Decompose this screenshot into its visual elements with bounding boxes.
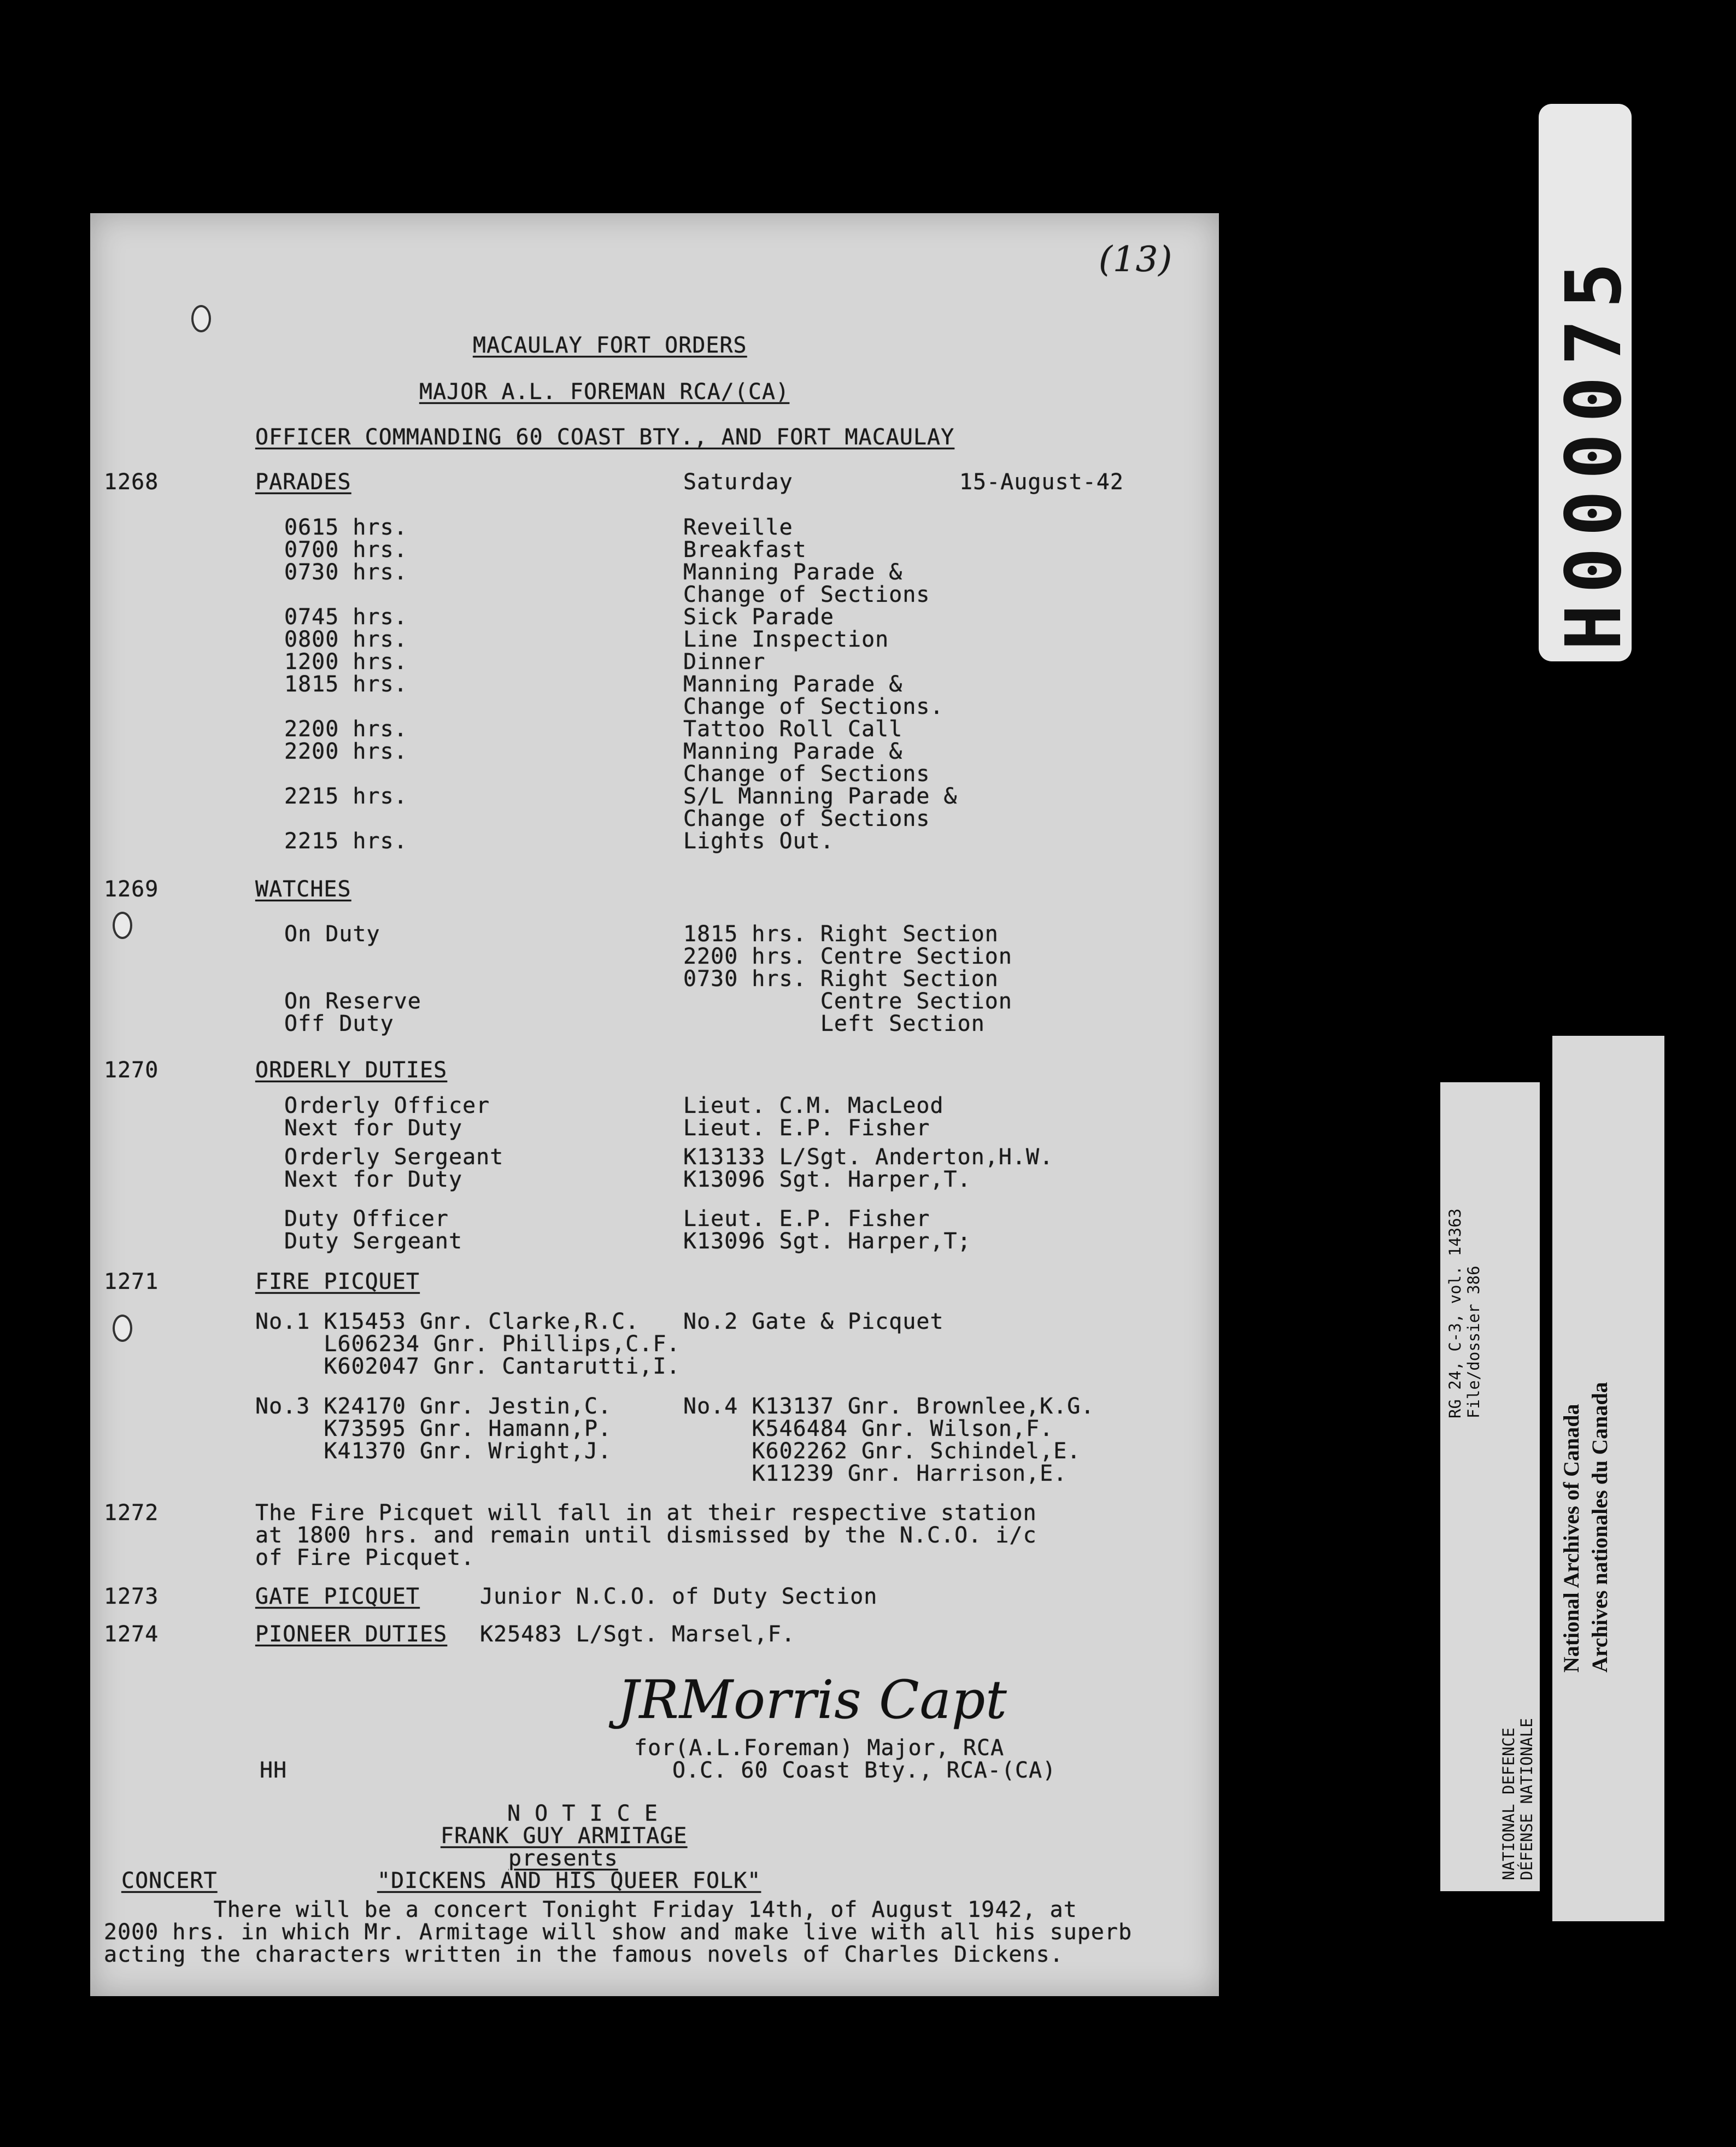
order-text-line: at 1800 hrs. and remain until dismissed by the N.C.O. i/c (255, 1523, 1037, 1548)
order-text-line: of Fire Picquet. (255, 1545, 475, 1570)
order-number: 1273 (104, 1584, 159, 1609)
order-number: 1268 (104, 470, 159, 495)
order-number: 1272 (104, 1500, 159, 1526)
commander-line: MAJOR A.L. FOREMAN RCA/(CA) (419, 379, 790, 404)
parade-event: Breakfast (683, 537, 807, 562)
picquet-member: K11239 Gnr. Harrison,E. (683, 1461, 1068, 1486)
parade-event: Line Inspection (683, 627, 889, 652)
parade-event: Change of Sections (683, 806, 930, 831)
notice-presents: presents (508, 1846, 618, 1871)
picquet-member: K73595 Gnr. Hamann,P. (255, 1416, 612, 1441)
parade-event: Manning Parade & (683, 739, 903, 764)
duty-value: Lieut. E.P. Fisher (683, 1206, 930, 1231)
parade-event: Change of Sections. (683, 694, 944, 719)
parade-time: 0800 hrs. (284, 627, 408, 652)
handwritten-signature: JRMorris Capt (618, 1669, 1007, 1730)
picquet-member: No.4 K13137 Gnr. Brownlee,K.G. (683, 1394, 1095, 1419)
notice-label: CONCERT (121, 1868, 218, 1893)
section-heading: PIONEER DUTIES (255, 1622, 448, 1647)
parade-time: 1200 hrs. (284, 649, 408, 674)
parade-event: Tattoo Roll Call (683, 717, 903, 742)
order-number: 1271 (104, 1269, 159, 1294)
duty-label: Orderly Officer (284, 1093, 490, 1118)
department-fr: DÉFENSE NATIONALE (1517, 1718, 1536, 1880)
duty-label: Duty Officer (284, 1206, 449, 1231)
section-heading: FIRE PICQUET (255, 1269, 420, 1294)
signature-line: for(A.L.Foreman) Major, RCA (634, 1735, 1005, 1761)
picquet-member: L606234 Gnr. Phillips,C.F. (255, 1331, 681, 1357)
picquet-member: No.2 Gate & Picquet (683, 1309, 944, 1334)
parade-event: Manning Parade & (683, 560, 903, 585)
notice-text-line: 2000 hrs. in which Mr. Armitage will show and make live with all his superb (104, 1920, 1133, 1945)
watch-label: Off Duty (284, 1011, 394, 1036)
typist-initials: HH (260, 1758, 288, 1783)
duty-value: K13096 Sgt. Harper,T. (683, 1167, 971, 1192)
reference-line: File/dossier 386 (1464, 1265, 1483, 1418)
unit-line: OFFICER COMMANDING 60 COAST BTY., AND FORT MACAULAY (255, 425, 955, 450)
reference-line: RG 24, C-3, vol. 14363 (1446, 1208, 1464, 1418)
order-text-line: Junior N.C.O. of Duty Section (480, 1584, 878, 1609)
duty-value: Lieut. C.M. MacLeod (683, 1093, 944, 1118)
notice-show-title: "DICKENS AND HIS QUEER FOLK" (377, 1868, 761, 1893)
order-text-line: The Fire Picquet will fall in at their respective station (255, 1500, 1037, 1526)
watch-label: On Reserve (284, 989, 421, 1014)
parade-time: 1815 hrs. (284, 672, 408, 697)
section-heading: GATE PICQUET (255, 1584, 420, 1609)
punch-hole (113, 912, 132, 939)
document-title: MACAULAY FORT ORDERS (473, 333, 747, 358)
picquet-member: K41370 Gnr. Wright,J. (255, 1439, 612, 1464)
parade-time: 0730 hrs. (284, 560, 408, 585)
section-heading: ORDERLY DUTIES (255, 1058, 448, 1083)
duty-label: Next for Duty (284, 1167, 463, 1192)
duty-label: Next for Duty (284, 1116, 463, 1141)
order-number: 1270 (104, 1058, 159, 1083)
parade-event: Change of Sections (683, 761, 930, 787)
watch-value: Left Section (683, 1011, 985, 1036)
notice-title: N O T I C E (507, 1801, 658, 1826)
watch-value: 0730 hrs. Right Section (683, 966, 999, 992)
order-text-line: K25483 L/Sgt. Marsel,F. (480, 1622, 795, 1647)
parade-time: 0745 hrs. (284, 605, 408, 630)
parade-time: 2215 hrs. (284, 784, 408, 809)
parade-event: Reveille (683, 515, 793, 540)
parade-time: 0615 hrs. (284, 515, 408, 540)
picquet-member: No.3 K24170 Gnr. Jestin,C. (255, 1394, 612, 1419)
duty-value: K13133 L/Sgt. Anderton,H.W. (683, 1145, 1054, 1170)
notice-performer: FRANK GUY ARMITAGE (441, 1823, 688, 1849)
duty-value: Lieut. E.P. Fisher (683, 1116, 930, 1141)
notice-text-line: acting the characters written in the famous novels of Charles Dickens. (104, 1942, 1064, 1967)
parade-event: S/L Manning Parade & (683, 784, 958, 809)
duty-label: Duty Sergeant (284, 1229, 463, 1254)
parade-day: Saturday (683, 470, 793, 495)
page-number: (13) (1099, 239, 1173, 280)
parade-date: 15-August-42 (959, 470, 1124, 495)
picquet-member: K546484 Gnr. Wilson,F. (683, 1416, 1054, 1441)
parade-time: 2215 hrs. (284, 829, 408, 854)
punch-hole (191, 305, 211, 332)
section-heading: WATCHES (255, 877, 351, 902)
notice-text-line: There will be a concert Tonight Friday 14th, of August 1942, at (104, 1897, 1077, 1922)
duty-label: Orderly Sergeant (284, 1145, 504, 1170)
parade-event: Sick Parade (683, 605, 834, 630)
parade-time: 2200 hrs. (284, 739, 408, 764)
department-en: NATIONAL DEFENCE (1499, 1727, 1518, 1880)
signature-line: O.C. 60 Coast Bty., RCA-(CA) (672, 1758, 1057, 1783)
parade-time: 0700 hrs. (284, 537, 408, 562)
picquet-member: K602262 Gnr. Schindel,E. (683, 1439, 1081, 1464)
duty-value: K13096 Sgt. Harper,T; (683, 1229, 971, 1254)
picquet-member: K602047 Gnr. Cantarutti,I. (255, 1354, 681, 1379)
parade-event: Manning Parade & (683, 672, 903, 697)
punch-hole (113, 1315, 132, 1342)
archives-name-en: National Archives of Canada (1559, 1404, 1583, 1673)
watch-value: 1815 hrs. Right Section (683, 922, 999, 947)
accession-number: H000075 (1550, 251, 1639, 650)
watch-value: 2200 hrs. Centre Section (683, 944, 1012, 969)
parade-time: 2200 hrs. (284, 717, 408, 742)
archives-name-fr: Archives nationales du Canada (1587, 1382, 1612, 1673)
picquet-member: No.1 K15453 Gnr. Clarke,R.C. (255, 1309, 640, 1334)
watch-value: Centre Section (683, 989, 1012, 1014)
order-number: 1269 (104, 877, 159, 902)
parade-event: Change of Sections (683, 582, 930, 607)
order-number: 1274 (104, 1622, 159, 1647)
parade-event: Dinner (683, 649, 766, 674)
section-heading: PARADES (255, 470, 351, 495)
parade-event: Lights Out. (683, 829, 834, 854)
watch-label: On Duty (284, 922, 380, 947)
